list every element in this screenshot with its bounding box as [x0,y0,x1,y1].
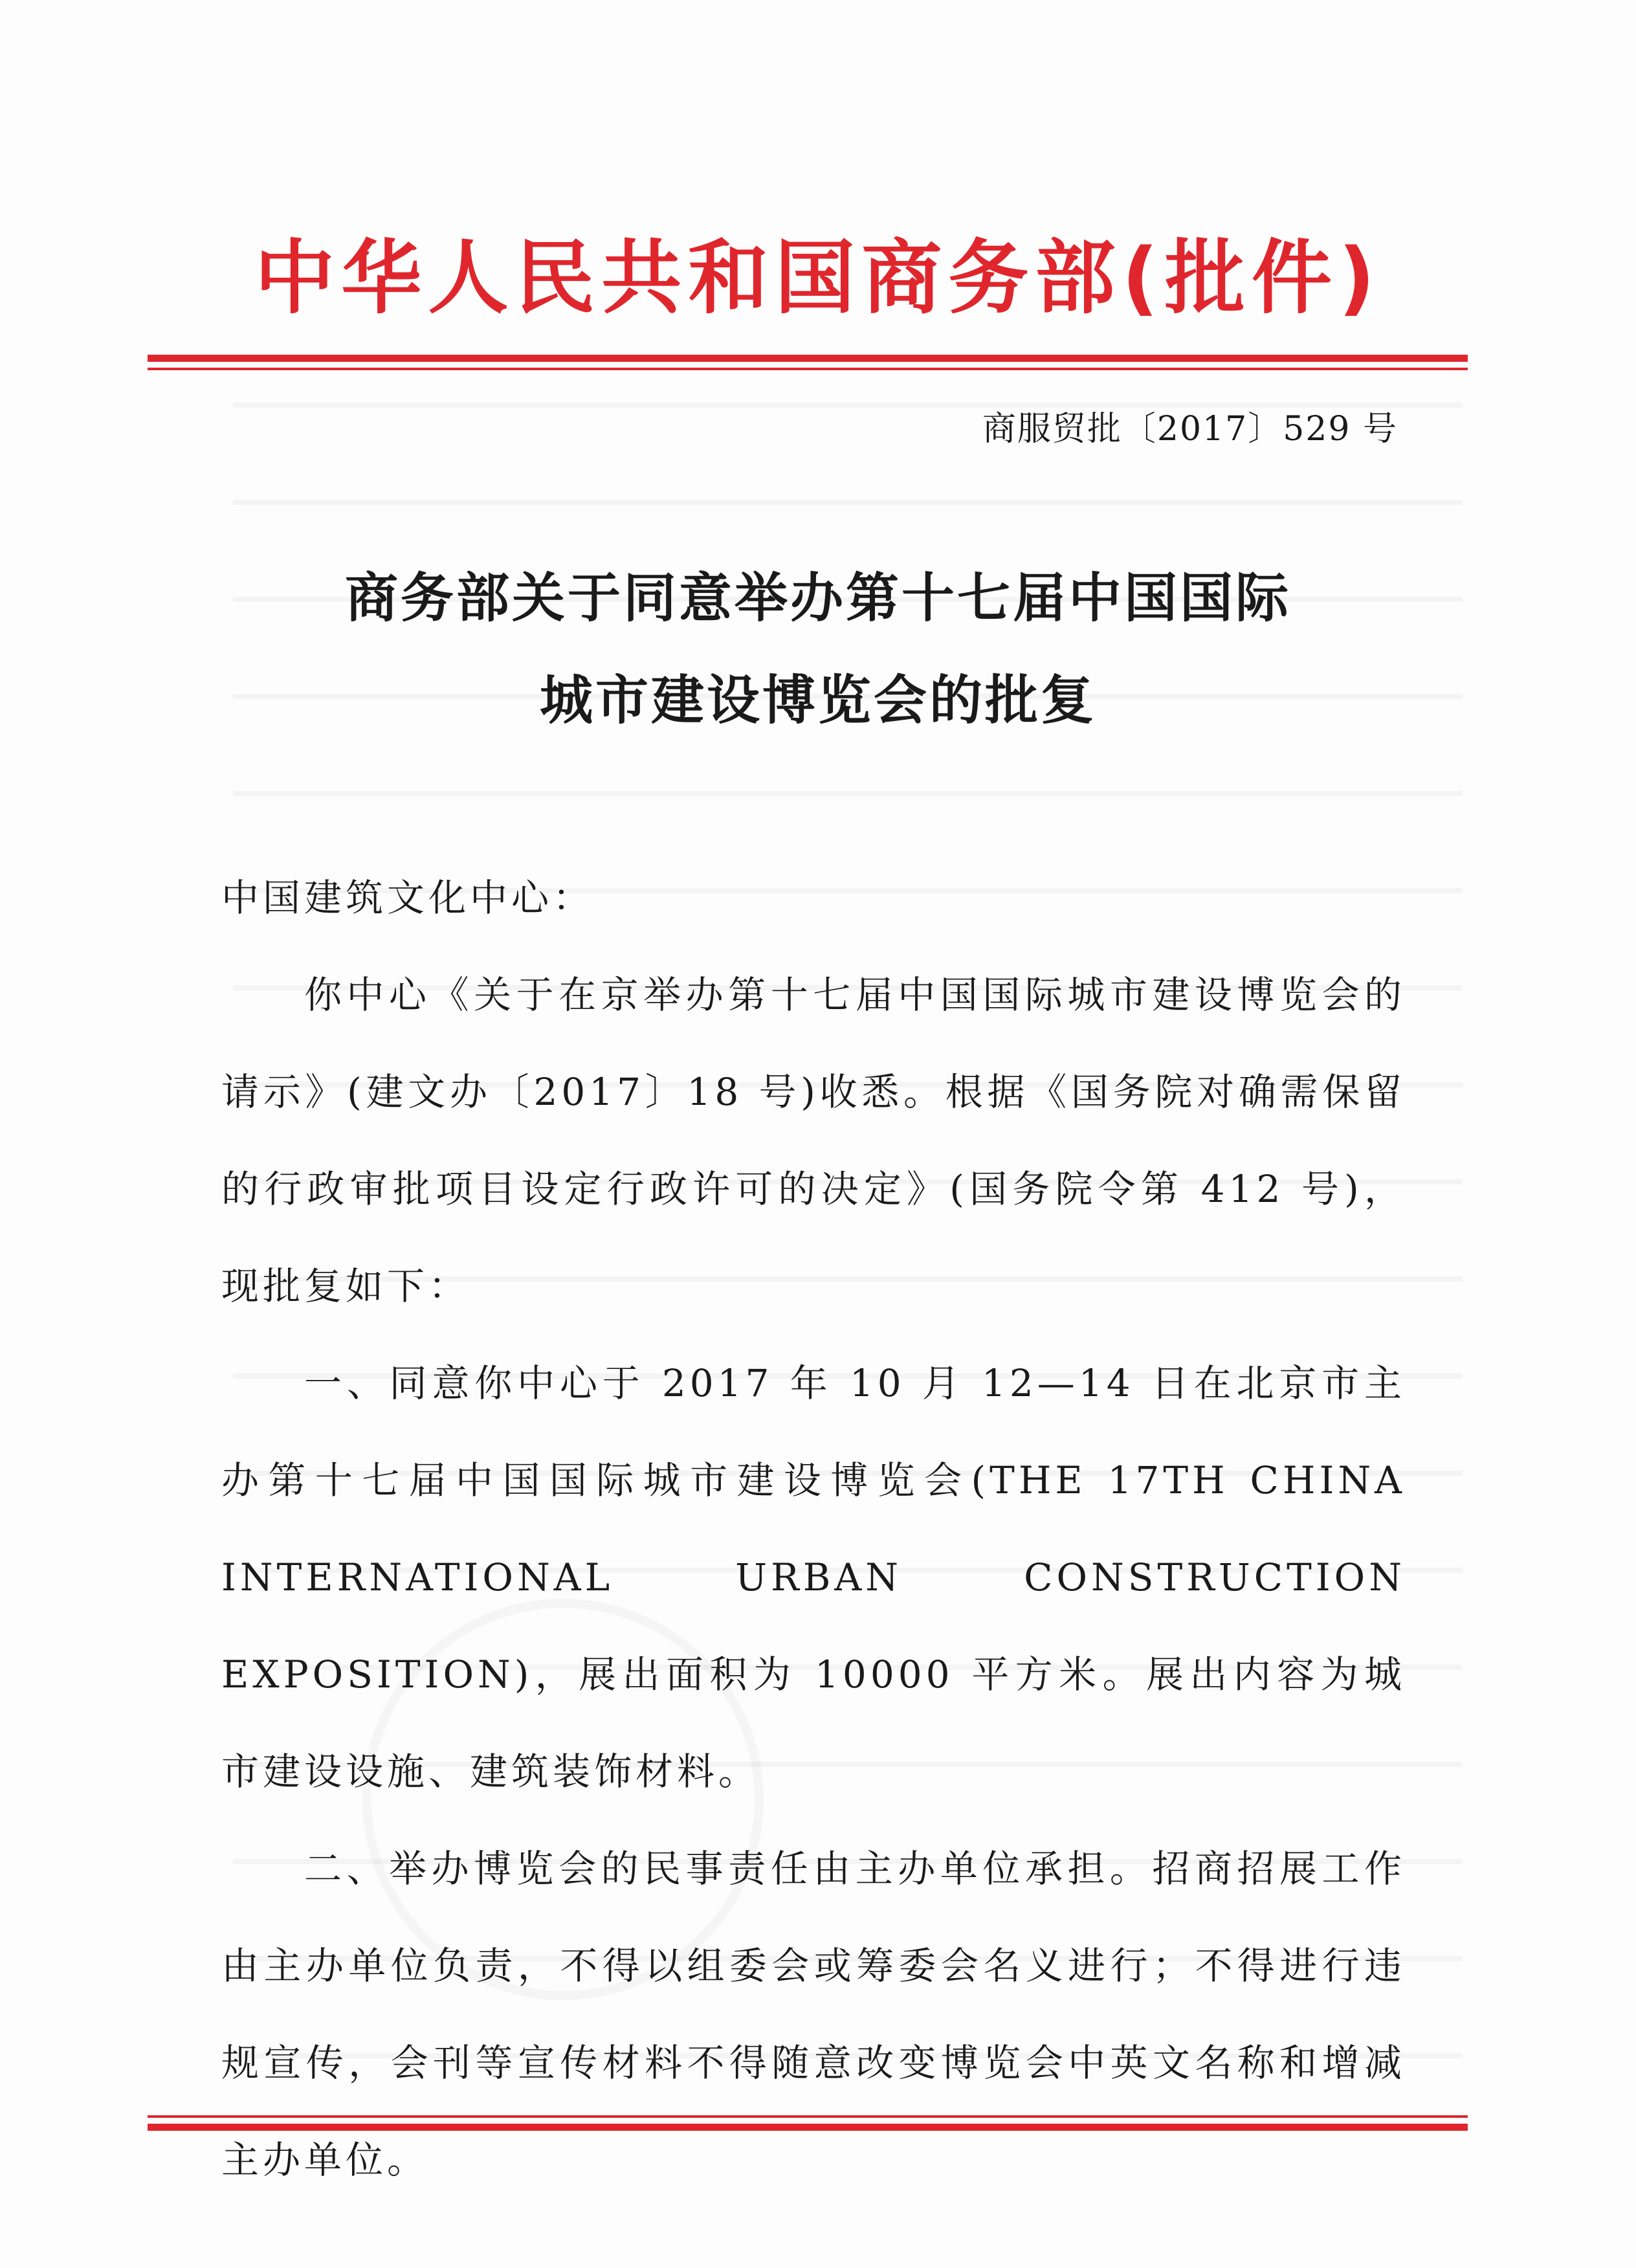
salutation: 中国建筑文化中心： [221,876,595,920]
footer-red-rule [148,2115,1468,2131]
paragraph-request-acknowledgement: 你中心《关于在京举办第十七届中国国际城市建设博览会的请示》(建文办〔2017〕18 号)收悉。根据《国务院对确需保留的行政审批项目设定行政许可的决定》(国务院令第 412 号)，现批复如下： [221,973,1406,1308]
document-body [221,849,1406,2208]
document-title-line-2: 城市建设博览会的批复 [539,670,1096,731]
paragraph-approval-item-2: 二、举办博览会的民事责任由主办单位承担。招商招展工作由主办单位负责，不得以组委会或筹委会名义进行；不得进行违规宣传，会刊等宣传材料不得随意改变博览会中英文名称和增减主办单位。 [221,1847,1406,2182]
paragraph-approval-item-1: 一、同意你中心于 2017 年 10 月 12—14 日在北京市主办第十七届中国国际城市建设博览会(THE 17TH CHINA INTERNATIONAL URBAN CONSTRUCTION EXPOSITION)，展出面积为 10000 平方米。展出内容为城市建设设施、建筑装饰材料。 [221,1361,1406,1794]
agency-header-title: 中华人民共和国商务部(批件) [254,232,1382,325]
document-number: 商服贸批〔2017〕529 号 [982,410,1398,449]
document-title-line-1: 商务部关于同意举办第十七届中国国际 [344,568,1291,629]
header-red-rule [148,355,1468,370]
